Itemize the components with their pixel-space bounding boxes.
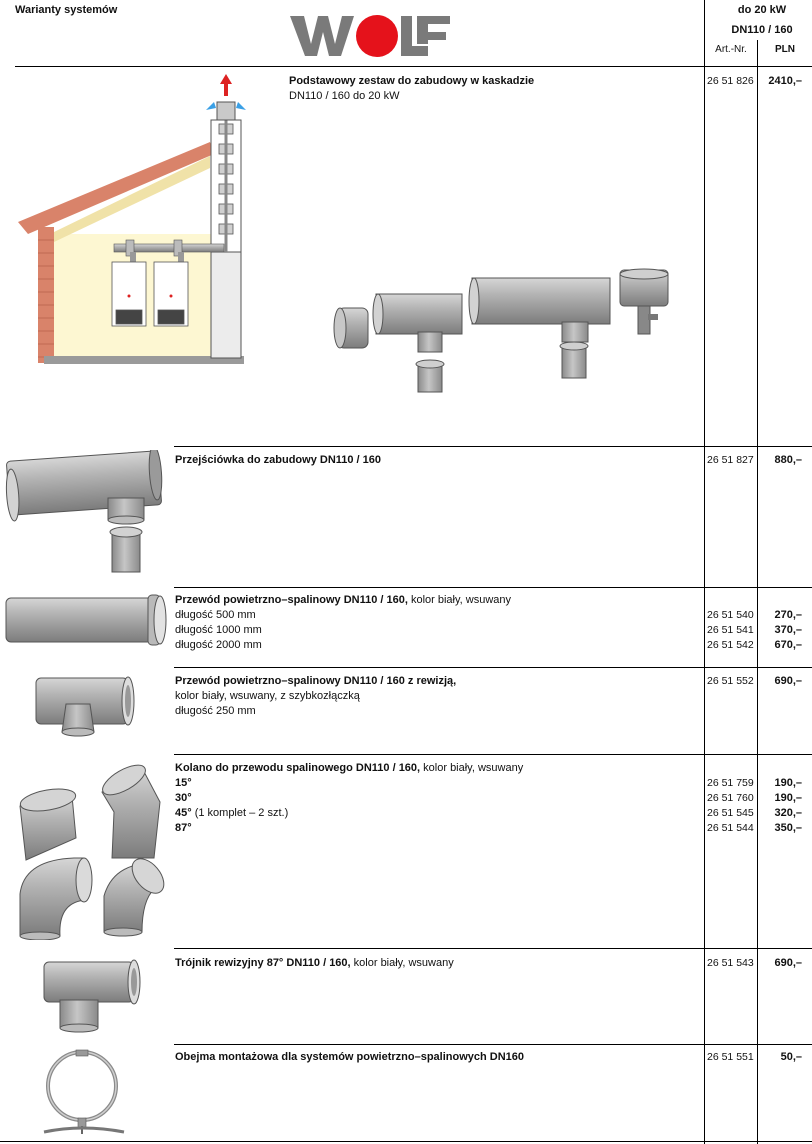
variant-label: długość 2000 mm: [175, 639, 262, 651]
article-number: 26 51 541: [707, 624, 754, 636]
product-clamp-desc: [175, 1050, 524, 1065]
row-divider: [174, 948, 812, 949]
power-range-label: do 20 kW: [737, 4, 787, 16]
divider-left: [704, 0, 705, 1144]
variant-note: (1 komplet – 2 szt.): [191, 807, 289, 819]
product-title: Obejma montażowa dla systemów powietrzno–spalinowych DN160: [175, 1051, 525, 1063]
row-divider: [174, 587, 812, 588]
price: 270,–: [774, 609, 802, 621]
price: 350,–: [774, 822, 802, 834]
article-number: 26 51 827: [707, 454, 754, 466]
product-elbow-desc: [175, 761, 523, 836]
article-number: 26 51 540: [707, 609, 754, 621]
article-number: 26 51 760: [707, 792, 754, 804]
product-title-rest: kolor biały, wsuwany: [350, 957, 454, 969]
article-number: 26 51 542: [707, 639, 754, 651]
row-divider: [174, 667, 812, 668]
price: 370,–: [774, 624, 802, 636]
article-number: 26 51 826: [707, 75, 754, 87]
header-underline: [15, 66, 812, 67]
variant-label: 30°: [175, 792, 192, 804]
price: 690,–: [774, 957, 802, 969]
straight-pipe-image: [2, 592, 170, 650]
product-subtitle: DN110 / 160 do 20 kW: [289, 90, 400, 102]
variant-label: długość 1000 mm: [175, 624, 262, 636]
product-adapter-desc: [175, 453, 381, 468]
article-number: 26 51 759: [707, 777, 754, 789]
product-title: Przejściówka do zabudowy DN110 / 160: [175, 454, 382, 466]
article-number: 26 51 552: [707, 675, 754, 687]
product-line: długość 250 mm: [175, 705, 256, 717]
cascade-set-parts-image: [330, 266, 680, 400]
variant-label: 87°: [175, 822, 192, 834]
product-cascade-set-desc: [289, 74, 534, 104]
variant-label: 15°: [175, 777, 192, 789]
wolf-logo: [288, 10, 452, 60]
price: 50,–: [780, 1051, 802, 1063]
row-divider: [174, 446, 812, 447]
footer-line: [0, 1141, 812, 1142]
product-title-rest: kolor biały, wsuwany: [420, 762, 524, 774]
cascade-house-illustration: [14, 72, 254, 372]
product-title: Podstawowy zestaw do zabudowy w kaskadzie: [289, 75, 535, 87]
variant-label: 45°: [175, 807, 192, 819]
price: 190,–: [774, 777, 802, 789]
adapter-pipe-image: [4, 450, 170, 576]
article-number: 26 51 551: [707, 1051, 754, 1063]
product-title: Trójnik rewizyjny 87° DN110 / 160,: [175, 957, 351, 969]
variant-label: długość 500 mm: [175, 609, 256, 621]
product-title: Przewód powietrzno–spalinowy DN110 / 160,: [175, 594, 408, 606]
product-line: kolor biały, wsuwany, z szybkozłączką: [175, 690, 360, 702]
product-straight-pipe-desc: [175, 593, 511, 653]
column-price: PLN: [775, 44, 795, 55]
row-divider: [174, 1044, 812, 1045]
price: 670,–: [774, 639, 802, 651]
article-number: 26 51 545: [707, 807, 754, 819]
diameter-label: DN110 / 160: [731, 24, 793, 36]
price: 880,–: [774, 454, 802, 466]
row-divider: [174, 754, 812, 755]
product-revision-tee-desc: [175, 956, 454, 971]
article-number: 26 51 544: [707, 822, 754, 834]
product-title: Przewód powietrzno–spalinowy DN110 / 160 z rewizją,: [175, 675, 457, 687]
price: 190,–: [774, 792, 802, 804]
column-art-nr: Art.-Nr.: [715, 44, 747, 55]
revision-pipe-image: [30, 670, 140, 742]
divider-right: [757, 40, 758, 1144]
revision-tee-image: [38, 952, 148, 1034]
section-title: Warianty systemów: [15, 4, 118, 16]
article-number: 26 51 543: [707, 957, 754, 969]
product-title-rest: kolor biały, wsuwany: [407, 594, 512, 606]
price: 690,–: [774, 675, 802, 687]
mounting-clamp-image: [34, 1048, 134, 1138]
price: 2410,–: [768, 75, 802, 87]
price: 320,–: [774, 807, 802, 819]
elbows-image: [6, 760, 166, 940]
product-title: Kolano do przewodu spalinowego DN110 / 160,: [175, 762, 421, 774]
product-revision-pipe-desc: [175, 674, 456, 719]
